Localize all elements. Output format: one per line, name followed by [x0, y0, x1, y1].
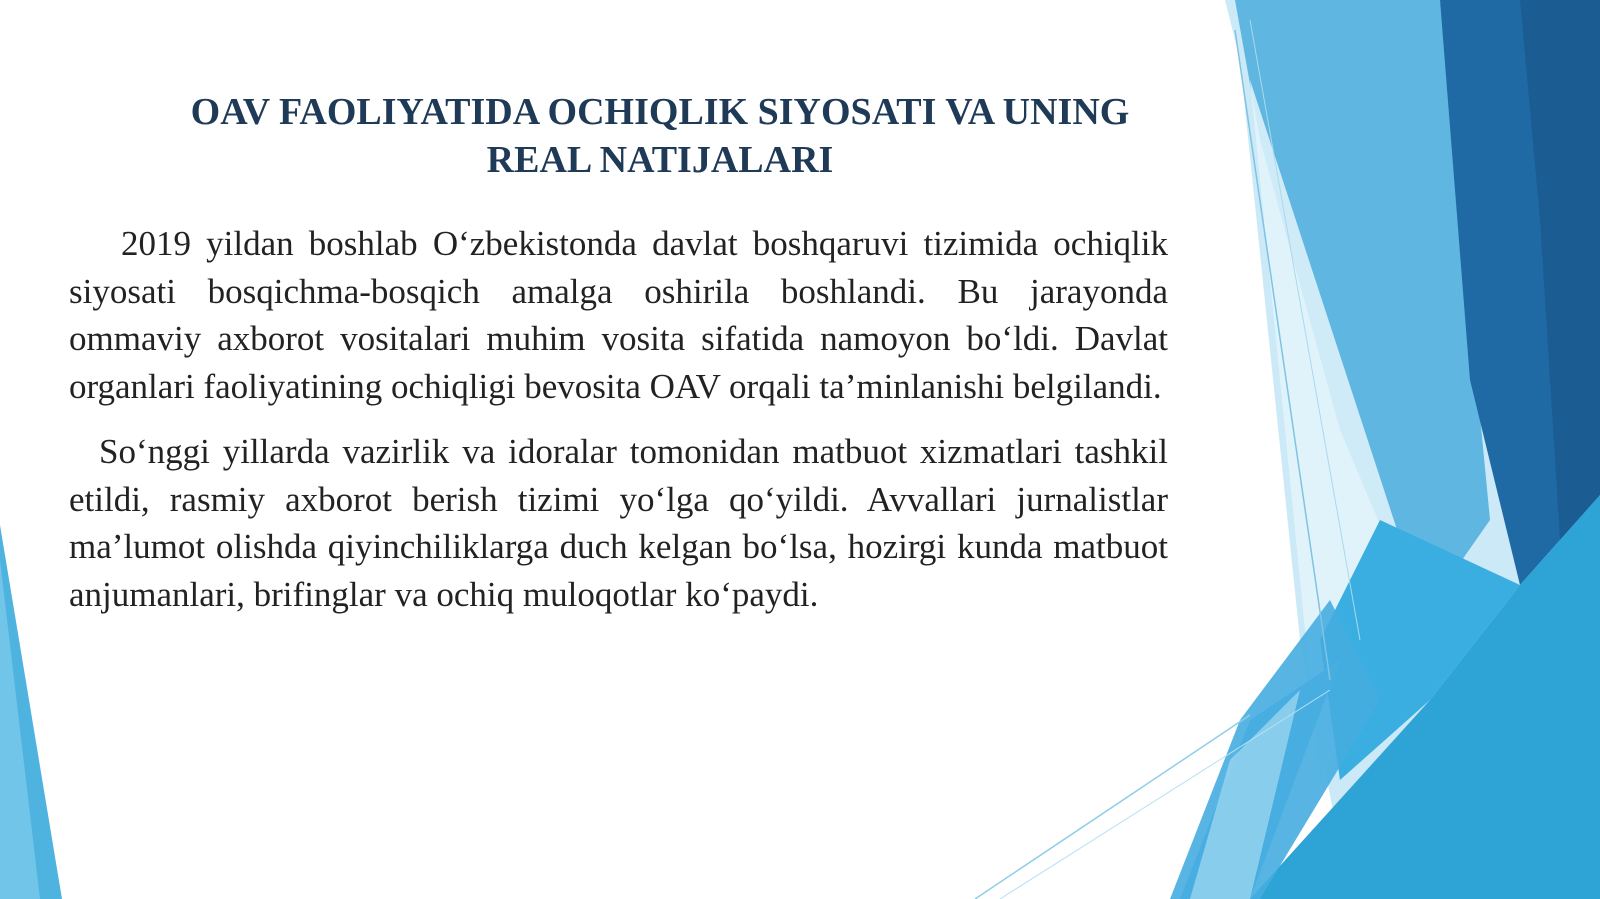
slide-title-line-2: REAL NATIJALARI: [486, 139, 834, 181]
body-paragraph-1: 2019 yildan boshlab O‘zbekistonda davlat boshqaruvi tizimida ochiqlik siyosati bosqichma-bosqich amalga oshirila boshlandi. Bu jarayonda ommaviy axborot vositalari muhim vosita sifatida namoyon bo‘ldi. Davlat organlari faoliyatining ochiqligi bevosita OAV orqali ta’minlanishi belgilandi.: [69, 224, 1168, 406]
body-paragraph-2: So‘nggi yillarda vazirlik va idoralar tomonidan matbuot xizmatlari tashkil etildi, rasmiy axborot berish tizimi yo‘lga qo‘yildi. Avvallari jurnalistlar ma’lumot olishda qiyinchiliklarga duch kelgan bo‘lsa, hozirgi kunda matbuot anjumanlari, brifinglar va ochiq muloqotlar ko‘paydi.: [69, 432, 1168, 614]
slide-title-line-1: OAV FAOLIYATIDA OCHIQLIK SIYOSATI VA UNING: [190, 91, 1130, 133]
slide-title: [140, 88, 1180, 184]
slide-body: [69, 220, 1168, 618]
